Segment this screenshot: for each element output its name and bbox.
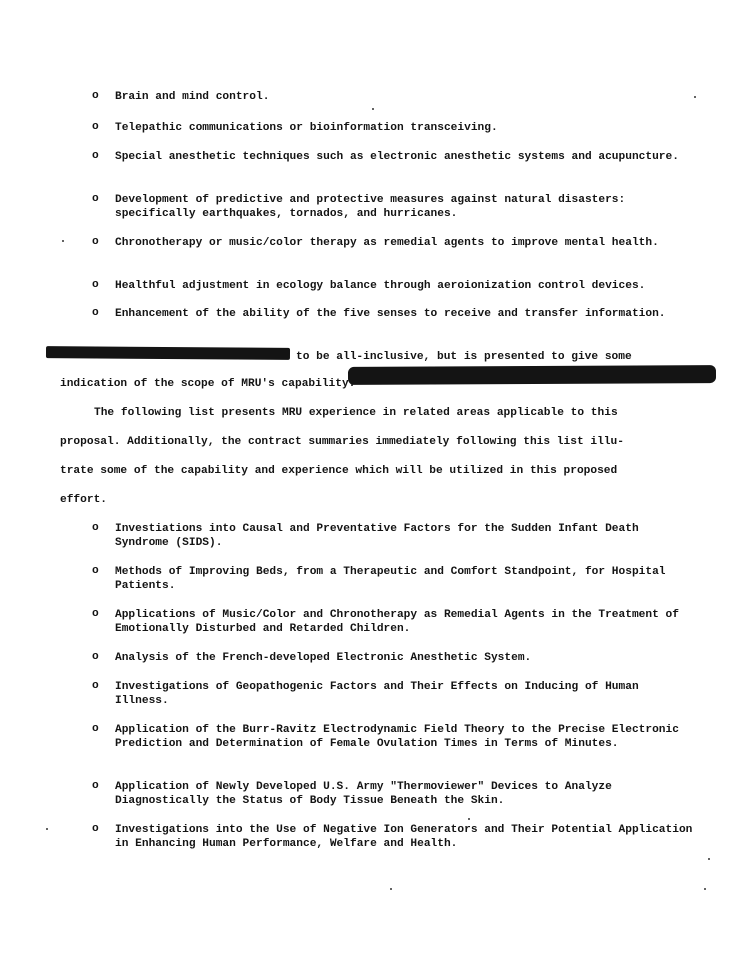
list-item-text: Methods of Improving Beds, from a Therapeutic and Comfort Standpoint, for Hospital Patients. (115, 566, 666, 592)
scan-speck (704, 888, 706, 890)
list-item-text: Investigations of Geopathogenic Factors and Their Effects on Inducing of Human Illness. (115, 681, 639, 707)
list-item (92, 680, 696, 708)
list-item-text: Enhancement of the ability of the five senses to receive and transfer information. (115, 308, 666, 320)
scan-speck (62, 240, 64, 242)
list-item (92, 651, 696, 665)
list-item (92, 236, 702, 250)
list-item (92, 90, 702, 104)
list-item (92, 307, 702, 321)
list-item-text: Analysis of the French-developed Electronic Anesthetic System. (115, 652, 532, 664)
bullet: o (92, 150, 99, 162)
list-item (92, 608, 696, 636)
list-item-text: Telepathic communications or bioinformation transceiving. (115, 122, 498, 134)
list-item-text: Investiations into Causal and Preventative Factors for the Sudden Infant Death Syndrome (SIDS). (115, 523, 639, 549)
scan-speck (694, 96, 696, 98)
list-item (92, 150, 702, 164)
scan-speck (708, 858, 710, 860)
bullet: o (92, 723, 99, 735)
scan-speck (46, 828, 48, 830)
bullet: o (92, 279, 99, 291)
bullet: o (92, 780, 99, 792)
list-item (92, 723, 696, 751)
experience-paragraph-line: effort. (60, 494, 107, 506)
bullet: o (92, 823, 99, 835)
redaction-bar (348, 365, 716, 385)
redaction-bar (46, 346, 290, 360)
bullet: o (92, 307, 99, 319)
experience-paragraph-line: trate some of the capability and experience which will be utilized in this proposed (60, 465, 618, 477)
bullet: o (92, 193, 99, 205)
list-item-text: Development of predictive and protective measures against natural disasters: specifically earthquakes, tornados, and hurricanes. (115, 194, 626, 220)
scope-paragraph-line: to be all-inclusive, but is presented to give some (296, 351, 632, 363)
bullet: o (92, 522, 99, 534)
scan-speck (468, 818, 470, 820)
bullet: o (92, 680, 99, 692)
list-item-text: Investigations into the Use of Negative Ion Generators and Their Potential Application in Enhancing Human Performance, Welfare and Health. (115, 824, 693, 850)
bullet: o (92, 565, 99, 577)
bullet: o (92, 121, 99, 133)
list-item (92, 193, 702, 221)
list-item (92, 279, 702, 293)
scan-speck (390, 888, 392, 890)
list-item-text: Applications of Music/Color and Chronotherapy as Remedial Agents in the Treatment of Emotionally Disturbed and Retarded Children. (115, 609, 679, 635)
list-item (92, 522, 696, 550)
bullet: o (92, 608, 99, 620)
scan-speck (372, 108, 374, 110)
experience-paragraph-line: The following list presents MRU experience in related areas applicable to this (94, 407, 618, 419)
bullet: o (92, 236, 99, 248)
experience-paragraph-line: proposal. Additionally, the contract summaries immediately following this list illu- (60, 436, 624, 448)
list-item (92, 565, 696, 593)
list-item (92, 780, 696, 808)
bullet: o (92, 90, 99, 102)
list-item-text: Healthful adjustment in ecology balance through aeroionization control devices. (115, 280, 646, 292)
scope-paragraph-line: indication of the scope of MRU's capability. (60, 378, 356, 390)
list-item-text: Application of Newly Developed U.S. Army "Thermoviewer" Devices to Analyze Diagnostically the Status of Body Tissue Beneath the Skin. (115, 781, 612, 807)
list-item (92, 121, 702, 135)
list-item-text: Brain and mind control. (115, 91, 270, 103)
list-item-text: Application of the Burr-Ravitz Electrodynamic Field Theory to the Precise Electronic Prediction and Determination of Female Ovulation Times in Terms of Minutes. (115, 724, 679, 750)
bullet: o (92, 651, 99, 663)
list-item-text: Special anesthetic techniques such as electronic anesthetic systems and acupuncture. (115, 151, 679, 163)
list-item (92, 823, 696, 851)
list-item-text: Chronotherapy or music/color therapy as remedial agents to improve mental health. (115, 237, 659, 249)
